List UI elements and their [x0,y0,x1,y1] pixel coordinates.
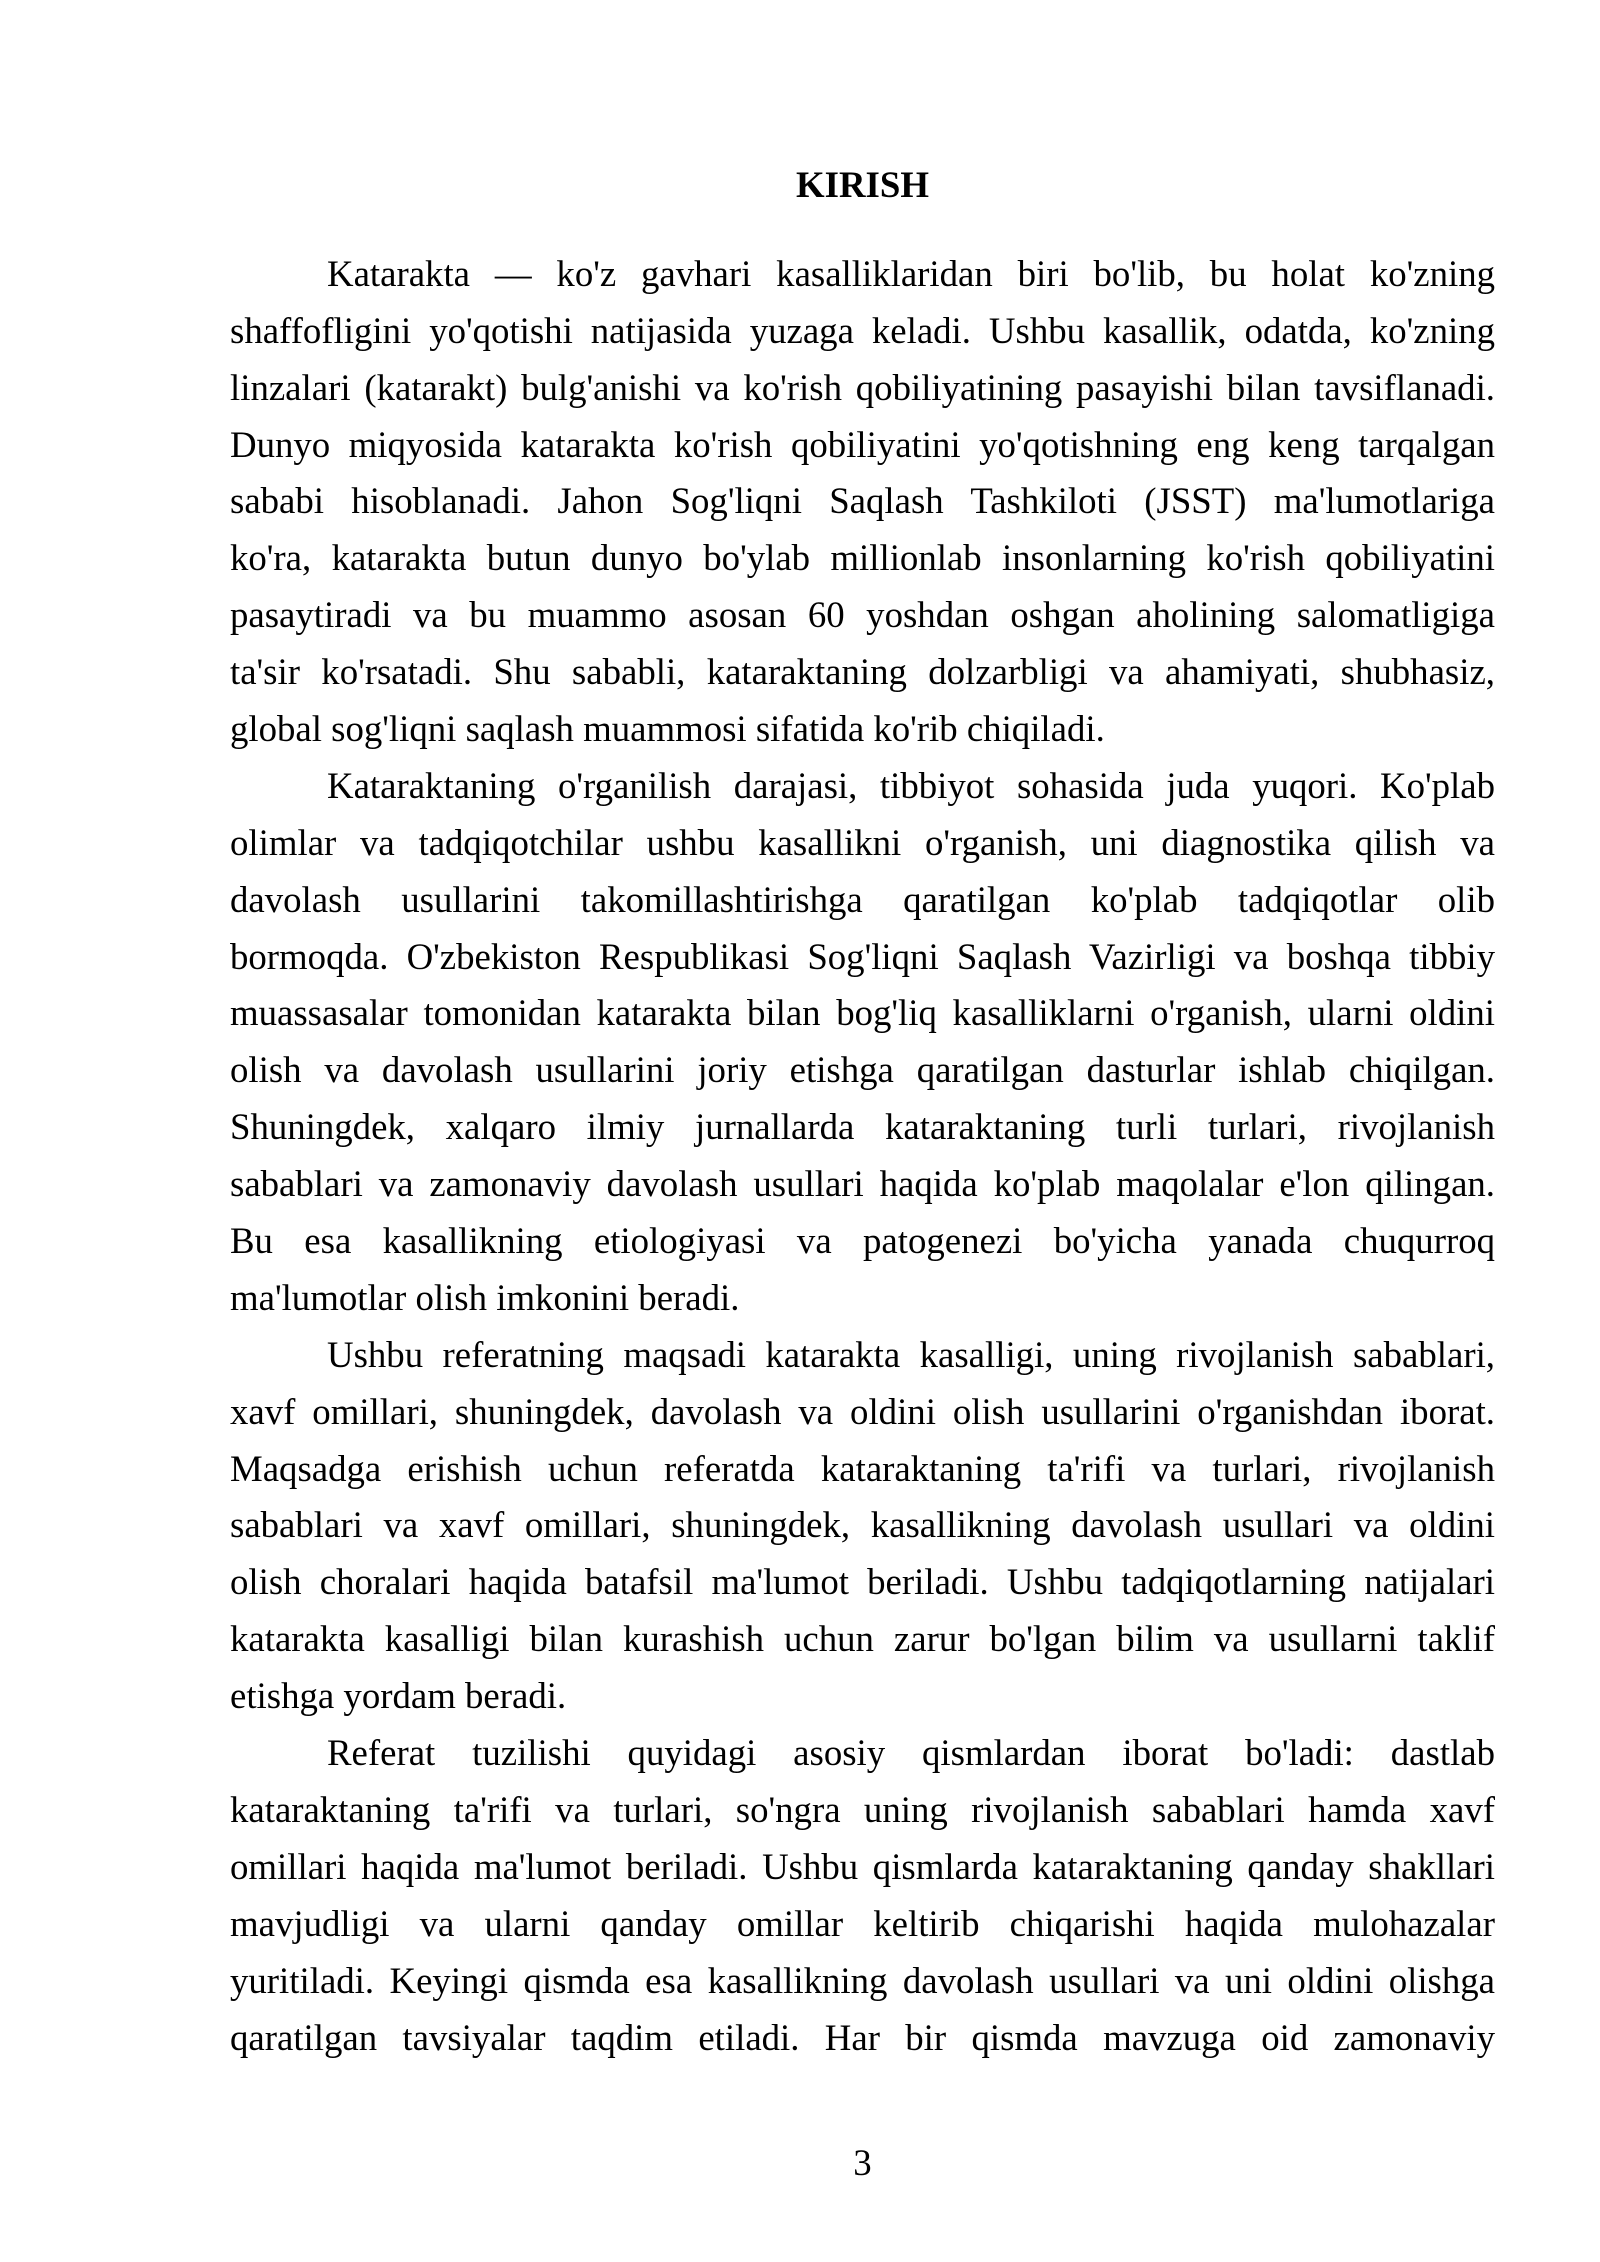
paragraph-line: pasaytiradi va bu muammo asosan 60 yoshdan oshgan aholining salomatligiga [230,594,1495,636]
paragraph-line: ko'ra, katarakta butun dunyo bo'ylab millionlab insonlarning ko'rish qobiliyatini [230,537,1495,579]
paragraph-line: Shuningdek, xalqaro ilmiy jurnallarda kataraktaning turli turlari, rivojlanish [230,1106,1495,1148]
paragraph-line: Maqsadga erishish uchun referatda kataraktaning ta'rifi va turlari, rivojlanish [230,1447,1495,1489]
paragraph-line: katarakta kasalligi bilan kurashish uchun zarur bo'lgan bilim va usullarni taklif [230,1618,1495,1660]
paragraph-line: ma'lumotlar olish imkonini beradi. [230,1276,740,1318]
paragraph-line: qaratilgan tavsiyalar taqdim etiladi. Har bir qismda mavzuga oid zamonaviy [230,2016,1495,2058]
paragraph-3 [230,1327,1495,1725]
paragraph-line: xavf omillari, shuningdek, davolash va oldini olish usullarini o'rganishdan iborat. [230,1390,1495,1432]
paragraph-line: etishga yordam beradi. [230,1675,567,1717]
paragraph-line: Kataraktaning o'rganilish darajasi, tibbiyot sohasida juda yuqori. Ko'plab [327,764,1495,806]
paragraph-line: olish va davolash usullarini joriy etishga qaratilgan dasturlar ishlab chiqilgan. [230,1049,1495,1091]
paragraph-line: davolash usullarini takomillashtirishga qaratilgan ko'plab tadqiqotlar olib [230,878,1495,920]
paragraph-line: Referat tuzilishi quyidagi asosiy qismlardan iborat bo'ladi: dastlab [327,1732,1495,1774]
page-body [230,157,1495,2066]
paragraph-line: Dunyo miqyosida katarakta ko'rish qobiliyatini yo'qotishning eng keng tarqalgan [230,423,1495,465]
paragraph-line: sabablari va xavf omillari, shuningdek, kasallikning davolash usullari va oldini [230,1504,1495,1546]
paragraph-4 [230,1725,1495,2066]
paragraph-line: sabablari va zamonaviy davolash usullari haqida ko'plab maqolalar e'lon qilingan. [230,1163,1495,1205]
paragraph-line: shaffofligini yo'qotishi natijasida yuzaga keladi. Ushbu kasallik, odatda, ko'zning [230,309,1495,351]
paragraph-line: ta'sir ko'rsatadi. Shu sababli, kataraktaning dolzarbligi va ahamiyati, shubhasiz, [230,651,1495,693]
paragraph-1 [230,246,1495,758]
paragraph-line: Bu esa kasallikning etiologiyasi va patogenezi bo'yicha yanada chuqurroq [230,1220,1495,1262]
paragraph-line: mavjudligi va ularni qanday omillar keltirib chiqarishi haqida mulohazalar [230,1902,1495,1944]
paragraph-line: Katarakta — ko'z gavhari kasalliklaridan biri bo'lib, bu holat ko'zning [327,252,1495,294]
paragraph-line: omillari haqida ma'lumot beriladi. Ushbu qismlarda kataraktaning qanday shakllari [230,1845,1495,1887]
paragraph-line: linzalari (katarakt) bulg'anishi va ko'rish qobiliyatining pasayishi bilan tavsiflanadi. [230,366,1495,408]
paragraph-line: sababi hisoblanadi. Jahon Sog'liqni Saqlash Tashkiloti (JSST) ma'lumotlariga [230,480,1495,522]
paragraph-line: olish choralari haqida batafsil ma'lumot beriladi. Ushbu tadqiqotlarning natijalari [230,1561,1495,1603]
paragraph-line: bormoqda. O'zbekiston Respublikasi Sog'liqni Saqlash Vazirligi va boshqa tibbiy [230,935,1495,977]
paragraph-line: muassasalar tomonidan katarakta bilan bog'liq kasalliklarni o'rganish, ularni oldini [230,992,1495,1034]
paragraph-line: olimlar va tadqiqotchilar ushbu kasallikni o'rganish, uni diagnostika qilish va [230,821,1495,863]
section-title: KIRISH [796,164,929,205]
page-number: 3 [853,2142,872,2183]
paragraph-line: global sog'liqni saqlash muammosi sifatida ko'rib chiqiladi. [230,708,1105,750]
paragraph-line: yuritiladi. Keyingi qismda esa kasallikning davolash usullari va uni oldini olishga [230,1959,1495,2001]
paragraph-2 [230,758,1495,1327]
paragraph-line: kataraktaning ta'rifi va turlari, so'ngra uning rivojlanish sabablari hamda xavf [230,1788,1495,1830]
paragraph-line: Ushbu referatning maqsadi katarakta kasalligi, uning rivojlanish sabablari, [327,1333,1495,1375]
